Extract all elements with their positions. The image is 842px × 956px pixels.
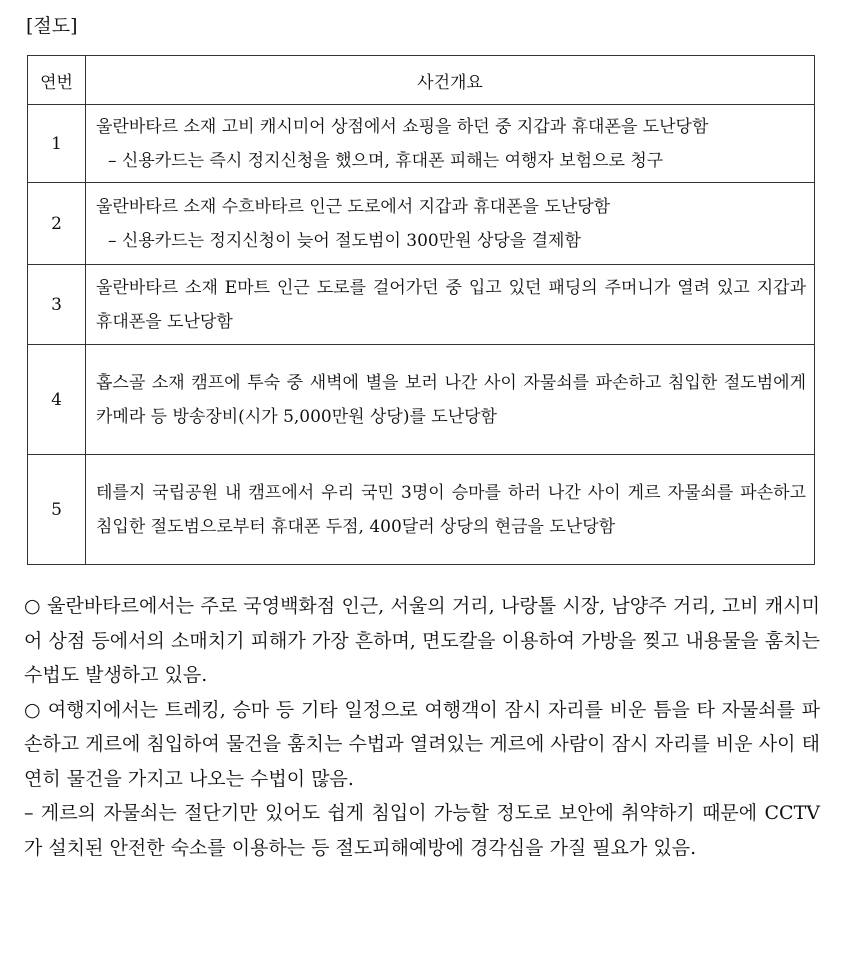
table-row: [28, 345, 815, 455]
table-row: [28, 265, 815, 345]
advisory-paragraph: ○ 여행지에서는 트레킹, 승마 등 기타 일정으로 여행객이 잠시 자리를 비운 틈을 타 자물쇠를 파손하고 게르에 침입하여 물건을 훔치는 수법과 열려있는 게르에 사람이 잠시 자리를 비운 사이 태연히 물건을 가지고 나오는 수법이 많음.: [24, 698, 820, 790]
case-number: 2: [28, 183, 86, 265]
table-row: [28, 105, 815, 183]
case-number: 1: [28, 105, 86, 183]
case-summary: [86, 105, 815, 183]
advisory-paragraph: ○ 울란바타르에서는 주로 국영백화점 인근, 서울의 거리, 나랑톨 시장, 남양주 거리, 고비 캐시미어 상점 등에서의 소매치기 피해가 가장 흔하며, 면도칼을 이용하여 가방을 찢고 내용물을 훔치는 수법도 발생하고 있음.: [24, 595, 820, 686]
section-label: [절도]: [26, 15, 78, 37]
theft-cases-table: [27, 55, 815, 565]
case-summary-line: 울란바타르 소재 수흐바타르 인근 도로에서 지갑과 휴대폰을 도난당함: [96, 196, 611, 217]
table-header-row: [28, 56, 815, 105]
case-summary: 홉스골 소재 캠프에 투숙 중 새벽에 별을 보러 나간 사이 자물쇠를 파손하고 침입한 절도범에게 카메라 등 방송장비(시가 5,000만원 상당)를 도난당함: [86, 345, 815, 455]
case-summary: 울란바타르 소재 E마트 인근 도로를 걸어가던 중 입고 있던 패딩의 주머니가 열려 있고 지갑과 휴대폰을 도난당함: [86, 265, 815, 345]
case-summary-note: – 신용카드는 즉시 정지신청을 했으며, 휴대폰 피해는 여행자 보험으로 청구: [108, 150, 664, 171]
advisory-text: [24, 589, 820, 865]
table-row: [28, 183, 815, 265]
advisory-paragraph: – 게르의 자물쇠는 절단기만 있어도 쉽게 침입이 가능할 정도로 보안에 취약하기 때문에 CCTV가 설치된 안전한 숙소를 이용하는 등 절도피해예방에 경각심을 가질 필요가 있음.: [24, 802, 820, 859]
case-number: 5: [28, 455, 86, 565]
header-number: 연번: [28, 56, 86, 105]
table-row: [28, 455, 815, 565]
case-summary: 테를지 국립공원 내 캠프에서 우리 국민 3명이 승마를 하러 나간 사이 게르 자물쇠를 파손하고 침입한 절도범으로부터 휴대폰 두점, 400달러 상당의 현금을 도난당함: [86, 455, 815, 565]
case-summary: [86, 183, 815, 265]
case-summary-note: – 신용카드는 정지신청이 늦어 절도범이 300만원 상당을 결제함: [108, 230, 581, 251]
header-summary: 사건개요: [86, 56, 815, 105]
case-number: 3: [28, 265, 86, 345]
case-number: 4: [28, 345, 86, 455]
case-summary-line: 울란바타르 소재 고비 캐시미어 상점에서 쇼핑을 하던 중 지갑과 휴대폰을 도난당함: [96, 116, 709, 137]
